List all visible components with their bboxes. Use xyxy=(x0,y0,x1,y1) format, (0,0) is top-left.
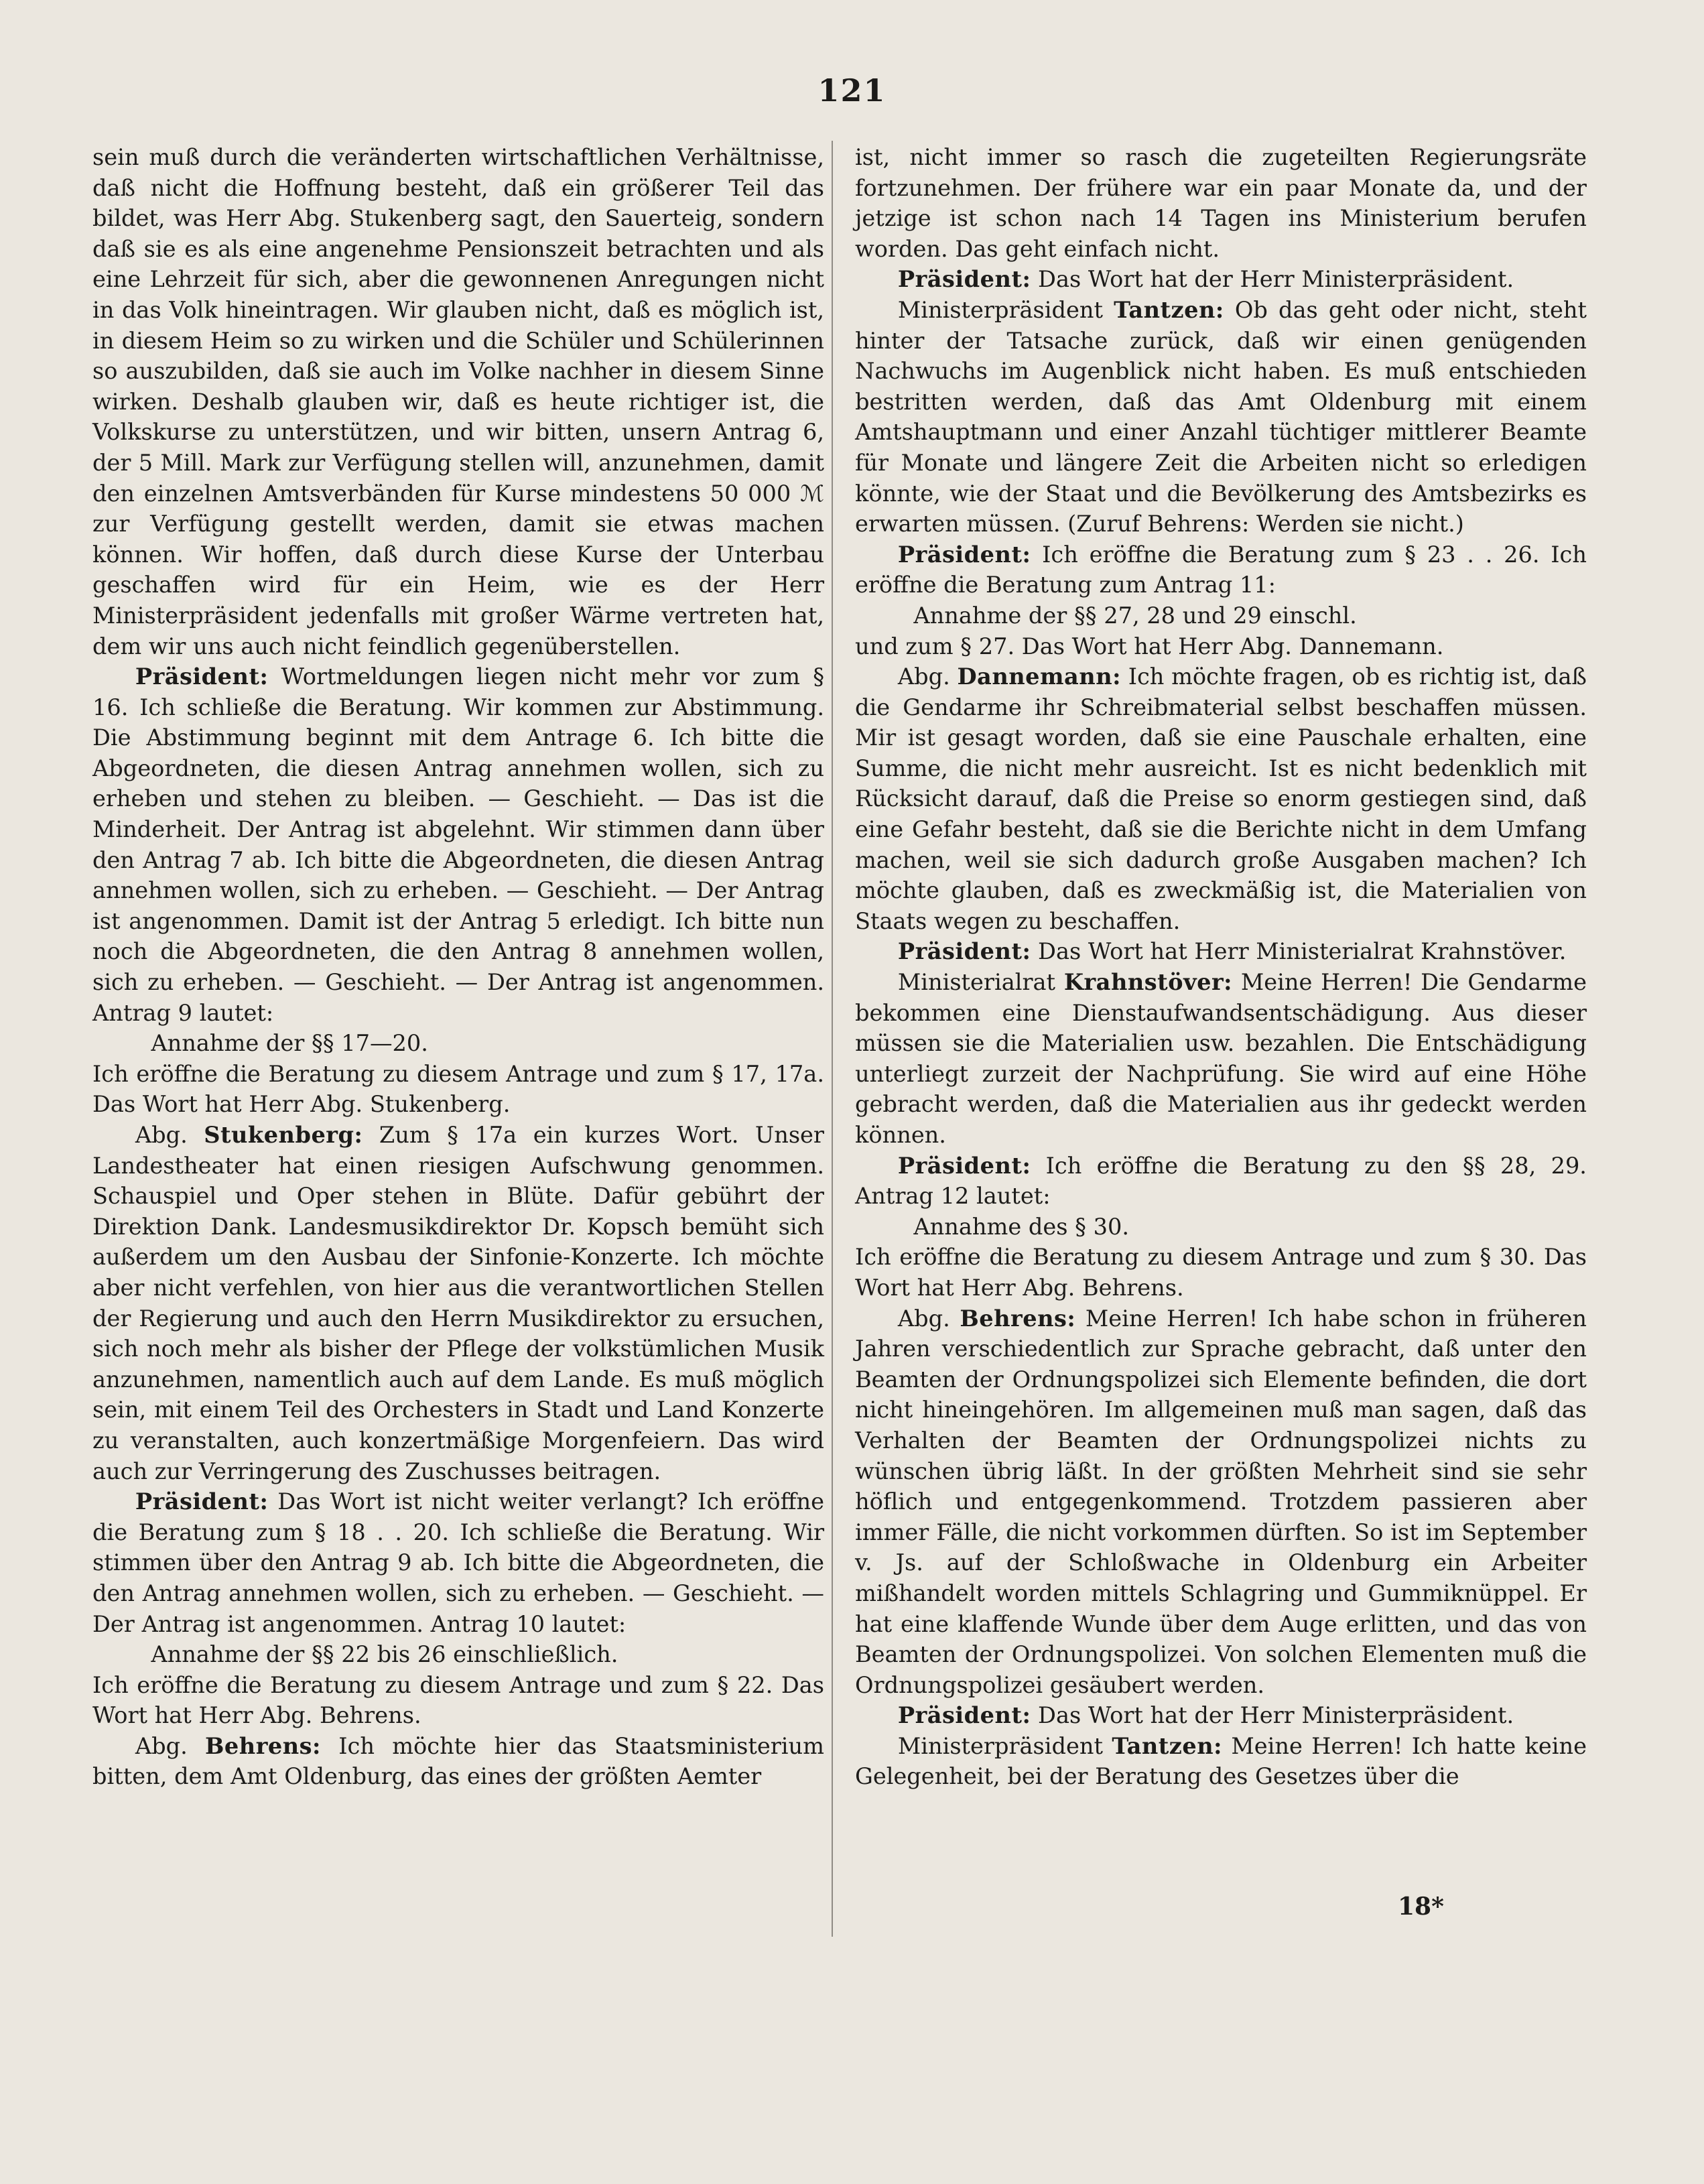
paragraph-text: Ich möchte fragen, ob es richtig ist, daß die Gendarme ihr Schreibmaterial selbst beschaffen müssen. Mir ist gesagt worden, daß sie eine Pauschale erhalten, eine Summe, die nicht mehr ausreicht. Ist es nicht bedenklich mit Rücksicht darauf, daß die Preise so enorm gestiegen sind, daß eine Gefahr besteht, daß sie die Berichte nicht in dem Umfang machen, weil sie sich dadurch große Ausgaben machen? Ich möchte glauben, daß es zweckmäßig ist, die Materialien von Staats wegen zu beschaffen. xyxy=(855,663,1587,934)
paragraph xyxy=(92,1639,824,1670)
paragraph xyxy=(92,1028,824,1059)
paragraph xyxy=(92,661,824,1028)
speaker-name: Krahnstöver: xyxy=(1063,968,1233,996)
paragraph-text: Meine Herren! Ich hatte keine Gelegenheit, bei der Beratung des Gesetzes über die xyxy=(855,1732,1587,1790)
paragraph-text: Wortmeldungen liegen nicht mehr vor zum § 16. Ich schließe die Beratung. Wir kommen zur Abstimmung. Die Abstimmung beginnt mit dem Antrage 6. Ich bitte die Abgeordneten, die diesen Antrag annehmen wollen, sich zu erheben und stehen zu bleiben. — Geschieht. — Das ist die Minderheit. Der Antrag ist abgelehnt. Wir stimmen dann über den Antrag 7 ab. Ich bitte die Abgeordneten, die diesen Antrag annehmen wollen, sich zu erheben. — Geschieht. — Der Antrag ist angenommen. Damit ist der Antrag 5 erledigt. Ich bitte nun noch die Abgeordneten, die den Antrag 8 annehmen wollen, sich zu erheben. — Geschieht. — Der Antrag ist angenommen. Antrag 9 lautet: xyxy=(92,663,824,1026)
speaker-name: Präsident: xyxy=(897,1701,1031,1729)
paragraph xyxy=(855,142,1587,264)
paragraph xyxy=(855,264,1587,295)
paragraph xyxy=(92,1059,824,1120)
paragraph-text: sein muß durch die veränderten wirtschaftlichen Verhältnisse, daß nicht die Hoffnung besteht, daß ein größerer Teil das bildet, was Herr Abg. Stukenberg sagt, den Sauerteig, sondern daß sie es als eine angenehme Pensionszeit betrachten und als eine Lehrzeit für sich, aber die gewonnenen Anregungen nicht in das Volk hineintragen. Wir glauben nicht, daß es möglich ist, in diesem Heim so zu wirken und die Schüler und Schülerinnen so auszubilden, daß sie auch im Volke nachher in diesem Sinne wirken. Deshalb glauben wir, daß es heute richtiger ist, die Volkskurse zu unterstützen, und wir bitten, unsern Antrag 6, der 5 Mill. Mark zur Verfügung stellen will, anzunehmen, damit den einzelnen Amtsverbänden für Kurse mindestens 50 000 ℳ zur Verfügung gestellt werden, damit sie etwas machen können. Wir hoffen, daß durch diese Kurse der Unterbau geschaffen wird für ein Heim, wie es der Herr Ministerpräsident jedenfalls mit großer Wärme vertreten hat, dem wir uns auch nicht feindlich gegenüberstellen. xyxy=(92,144,824,659)
speaker-name: Präsident: xyxy=(897,540,1031,568)
paragraph-text: ist, nicht immer so rasch die zugeteilten Regierungsräte fortzunehmen. Der frühere war ein paar Monate da, und der jetzige ist schon nach 14 Tagen ins Ministerium berufen worden. Das geht einfach nicht. xyxy=(855,144,1587,262)
paragraph xyxy=(855,295,1587,539)
paragraph xyxy=(855,1700,1587,1731)
speaker-role: Ministerpräsident xyxy=(897,1732,1103,1759)
paragraph xyxy=(92,1486,824,1639)
paragraph-text: Zum § 17a ein kurzes Wort. Unser Landestheater hat einen riesigen Aufschwung genommen. Schauspiel und Oper stehen in Blüte. Dafür gebührt der Direktion Dank. Landesmusikdirektor Dr. Kopsch bemüht sich außerdem um den Ausbau der Sinfonie-Konzerte. Ich möchte aber nicht verfehlen, von hier aus die verantwortlichen Stellen der Regierung und auch den Herrn Musikdirektor zu ersuchen, sich noch mehr als bisher der Pflege der volkstümlichen Musik anzunehmen, namentlich auch auf dem Lande. Es muß möglich sein, mit einem Teil des Orchesters in Stadt und Land Konzerte zu veranstalten, auch konzertmäßige Morgenfeiern. Das wird auch zur Verringerung des Zuschusses beitragen. xyxy=(92,1122,824,1484)
paragraph-text: Meine Herren! Die Gendarme bekommen eine Dienstaufwandsentschädigung. Aus dieser müssen sie die Materialien usw. bezahlen. Die Entschädigung unterliegt zurzeit der Nachprüfung. Sie wird auf eine Höhe gebracht werden, daß die Materialien aus ihr gedeckt werden können. xyxy=(855,969,1587,1148)
speaker-name: Tantzen: xyxy=(1114,296,1224,323)
paragraph-text: Ich möchte hier das Staatsministerium bitten, dem Amt Oldenburg, das eines der größten Aemter xyxy=(92,1732,824,1790)
page-number: 121 xyxy=(817,72,887,109)
paragraph xyxy=(855,600,1587,631)
paragraph-text: Das Wort ist nicht weiter verlangt? Ich eröffne die Beratung zum § 18 . . 20. Ich schließe die Beratung. Wir stimmen über den Antrag 9 ab. Ich bitte die Abgeordneten, die den Antrag annehmen wollen, sich zu erheben. — Geschieht. — Der Antrag ist angenommen. Antrag 10 lautet: xyxy=(92,1488,824,1637)
paragraph-text: Annahme der §§ 27, 28 und 29 einschl. xyxy=(913,602,1357,629)
speaker-name: Präsident: xyxy=(897,265,1031,293)
paragraph xyxy=(855,1303,1587,1701)
paragraph-text: Das Wort hat der Herr Ministerpräsident. xyxy=(1038,266,1514,293)
right-column xyxy=(855,142,1587,1792)
paragraph xyxy=(855,631,1587,662)
paragraph xyxy=(92,142,824,661)
speaker-role: Abg. xyxy=(135,1732,188,1759)
paragraph-text: Ich eröffne die Beratung zu diesem Antrage und zum § 22. Das Wort hat Herr Abg. Behrens. xyxy=(92,1671,824,1729)
paragraph xyxy=(92,1120,824,1486)
speaker-name: Dannemann: xyxy=(957,663,1122,690)
paragraph xyxy=(855,967,1587,1151)
paragraph-text: Das Wort hat der Herr Ministerpräsident. xyxy=(1038,1702,1514,1729)
paragraph-text: Ich eröffne die Beratung zu diesem Antrage und zum § 30. Das Wort hat Herr Abg. Behrens. xyxy=(855,1244,1587,1301)
speaker-name: Präsident: xyxy=(135,663,269,690)
paragraph-text: Ich eröffne die Beratung zu diesem Antrage und zum § 17, 17a. Das Wort hat Herr Abg. Stukenberg. xyxy=(92,1060,824,1118)
signature-mark: 18* xyxy=(1398,1892,1444,1921)
paragraph-text: und zum § 27. Das Wort hat Herr Abg. Dannemann. xyxy=(855,633,1444,659)
paragraph-text: Ob das geht oder nicht, steht hinter der Tatsache zurück, daß wir einen genügenden Nachwuchs im Augenblick nicht haben. Es muß entschieden bestritten werden, daß das Amt Oldenburg mit einem Amtshauptmann und einer Anzahl tüchtiger mittlerer Beamte für Monate und längere Zeit die Arbeiten nicht so erledigen könnte, wie der Staat und die Bevölkerung des Amtsbezirks es erwarten müssen. (Zuruf Behrens: Werden sie nicht.) xyxy=(855,296,1587,537)
speaker-role: Abg. xyxy=(135,1122,188,1148)
speaker-role: Abg. xyxy=(897,1305,950,1332)
paragraph xyxy=(855,1731,1587,1792)
left-column xyxy=(92,142,824,1792)
paragraph-text: Ich eröffne die Beratung zu den §§ 28, 29. Antrag 12 lautet: xyxy=(855,1152,1587,1210)
paragraph-text: Annahme der §§ 22 bis 26 einschließlich. xyxy=(151,1641,618,1668)
paragraph xyxy=(855,539,1587,600)
speaker-name: Präsident: xyxy=(897,938,1031,965)
paragraph xyxy=(855,661,1587,936)
speaker-name: Tantzen: xyxy=(1112,1732,1223,1759)
paragraph xyxy=(855,1212,1587,1242)
paragraph xyxy=(855,936,1587,967)
speaker-role: Abg. xyxy=(897,663,950,690)
speaker-name: Stukenberg: xyxy=(204,1121,363,1148)
paragraph xyxy=(855,1242,1587,1303)
speaker-name: Präsident: xyxy=(135,1488,269,1515)
paragraph xyxy=(92,1670,824,1731)
paragraph-text: Annahme der §§ 17—20. xyxy=(151,1030,428,1057)
paragraph xyxy=(855,1151,1587,1212)
paragraph-text: Meine Herren! Ich habe schon in früheren Jahren verschiedentlich zur Sprache gebracht, daß unter den Beamten der Ordnungspolizei sich Elemente befinden, die dort nicht hineingehören. Im allgemeinen muß man sagen, daß das Verhalten der Beamten der Ordnungspolizei nichts zu wünschen übrig läßt. In der größten Mehrheit sind sie sehr höflich und entgegenkommend. Trotzdem passieren aber immer Fälle, die nicht vorkommen dürften. So ist im September v. Js. auf der Schloßwache in Oldenburg ein Arbeiter mißhandelt worden mittels Schlagring und Gummiknüppel. Er hat eine klaffende Wunde über dem Auge erlitten, und das von Beamten der Ordnungspolizei. Von solchen Elementen muß die Ordnungspolizei gesäubert werden. xyxy=(855,1305,1587,1698)
column-divider xyxy=(832,141,833,1937)
speaker-name: Präsident: xyxy=(897,1151,1031,1179)
speaker-name: Behrens: xyxy=(205,1732,321,1759)
paragraph-text: Ich eröffne die Beratung zum § 23 . . 26. Ich eröffne die Beratung zum Antrag 11: xyxy=(855,541,1587,598)
speaker-name: Behrens: xyxy=(960,1304,1076,1332)
speaker-role: Ministerialrat xyxy=(897,969,1056,996)
speaker-role: Ministerpräsident xyxy=(897,296,1103,323)
paragraph-text: Annahme des § 30. xyxy=(913,1213,1130,1240)
paragraph-text: Das Wort hat Herr Ministerialrat Krahnstöver. xyxy=(1038,938,1567,965)
paragraph xyxy=(92,1731,824,1792)
